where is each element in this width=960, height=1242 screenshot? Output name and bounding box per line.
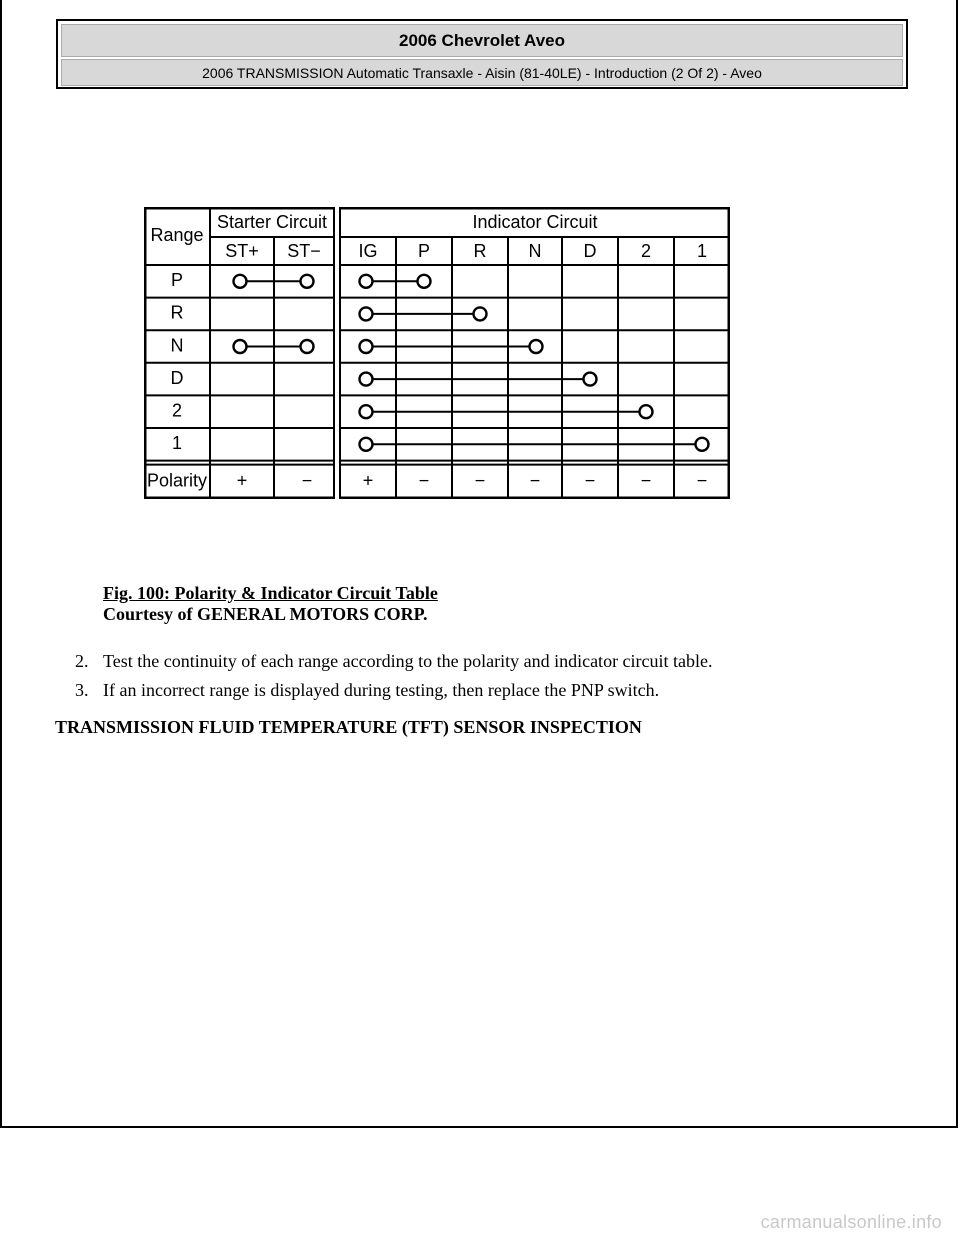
polarity-sign: −: [474, 470, 486, 491]
connection-node: [640, 405, 653, 418]
column-header: D: [583, 240, 597, 261]
row-range-label: P: [170, 270, 184, 291]
row-range-label: R: [170, 302, 184, 323]
polarity-sign: −: [584, 470, 596, 491]
connection-node: [696, 438, 709, 451]
group-separator: [335, 207, 339, 499]
header-title: 2006 Chevrolet Aveo: [61, 24, 903, 57]
column-header: ST+: [225, 240, 259, 261]
connection-node: [360, 275, 373, 288]
polarity-sign: +: [236, 470, 248, 491]
polarity-sign: −: [696, 470, 708, 491]
polarity-label: Polarity: [146, 470, 208, 491]
connection-node: [418, 275, 431, 288]
step-number: 3.: [75, 680, 89, 700]
polarity-sign: +: [362, 470, 374, 491]
range-header: Range: [150, 224, 204, 245]
section-heading: TRANSMISSION FLUID TEMPERATURE (TFT) SENSOR INSPECTION: [55, 717, 642, 737]
connection-node: [360, 373, 373, 386]
connection-node: [360, 340, 373, 353]
polarity-sign: −: [640, 470, 652, 491]
connection-node: [301, 340, 314, 353]
step-text: Test the continuity of each range according to the polarity and indicator circuit table.: [103, 651, 713, 671]
column-header: R: [473, 240, 487, 261]
list-item: [75, 649, 713, 673]
figure-caption: [103, 583, 438, 625]
column-header: IG: [358, 240, 378, 261]
column-header: N: [528, 240, 542, 261]
figure-title: Fig. 100: Polarity & Indicator Circuit Table: [103, 583, 438, 603]
polarity-sign: −: [529, 470, 541, 491]
column-header: ST−: [287, 240, 321, 261]
connection-node: [360, 438, 373, 451]
connection-node: [234, 340, 247, 353]
figure-courtesy: Courtesy of GENERAL MOTORS CORP.: [103, 604, 428, 624]
polarity-sign: −: [418, 470, 430, 491]
list-item: [75, 678, 713, 702]
watermark: carmanualsonline.info: [760, 1212, 942, 1232]
connection-node: [234, 275, 247, 288]
connection-node: [530, 340, 543, 353]
connection-node: [474, 307, 487, 320]
step-number: 2.: [75, 651, 89, 671]
column-header: P: [417, 240, 431, 261]
column-header: 1: [696, 240, 708, 261]
header-subtitle: 2006 TRANSMISSION Automatic Transaxle - Aisin (81-40LE) - Introduction (2 Of 2) - Aveo: [61, 59, 903, 86]
step-text: If an incorrect range is displayed during testing, then replace the PNP switch.: [103, 680, 660, 700]
polarity-indicator-table-figure: [144, 207, 730, 499]
polarity-sign: −: [301, 470, 313, 491]
row-range-label: 2: [171, 400, 183, 421]
document-header: [56, 19, 908, 89]
row-range-label: 1: [171, 433, 183, 454]
starter-circuit-header: Starter Circuit: [216, 211, 328, 232]
connection-node: [360, 307, 373, 320]
row-range-label: N: [170, 335, 184, 356]
row-range-label: D: [170, 367, 184, 388]
connection-node: [360, 405, 373, 418]
connection-node: [301, 275, 314, 288]
indicator-circuit-header: Indicator Circuit: [472, 211, 598, 232]
connection-node: [584, 373, 597, 386]
steps-list: [75, 649, 713, 707]
column-header: 2: [640, 240, 652, 261]
circuit-table-svg: [144, 207, 730, 499]
